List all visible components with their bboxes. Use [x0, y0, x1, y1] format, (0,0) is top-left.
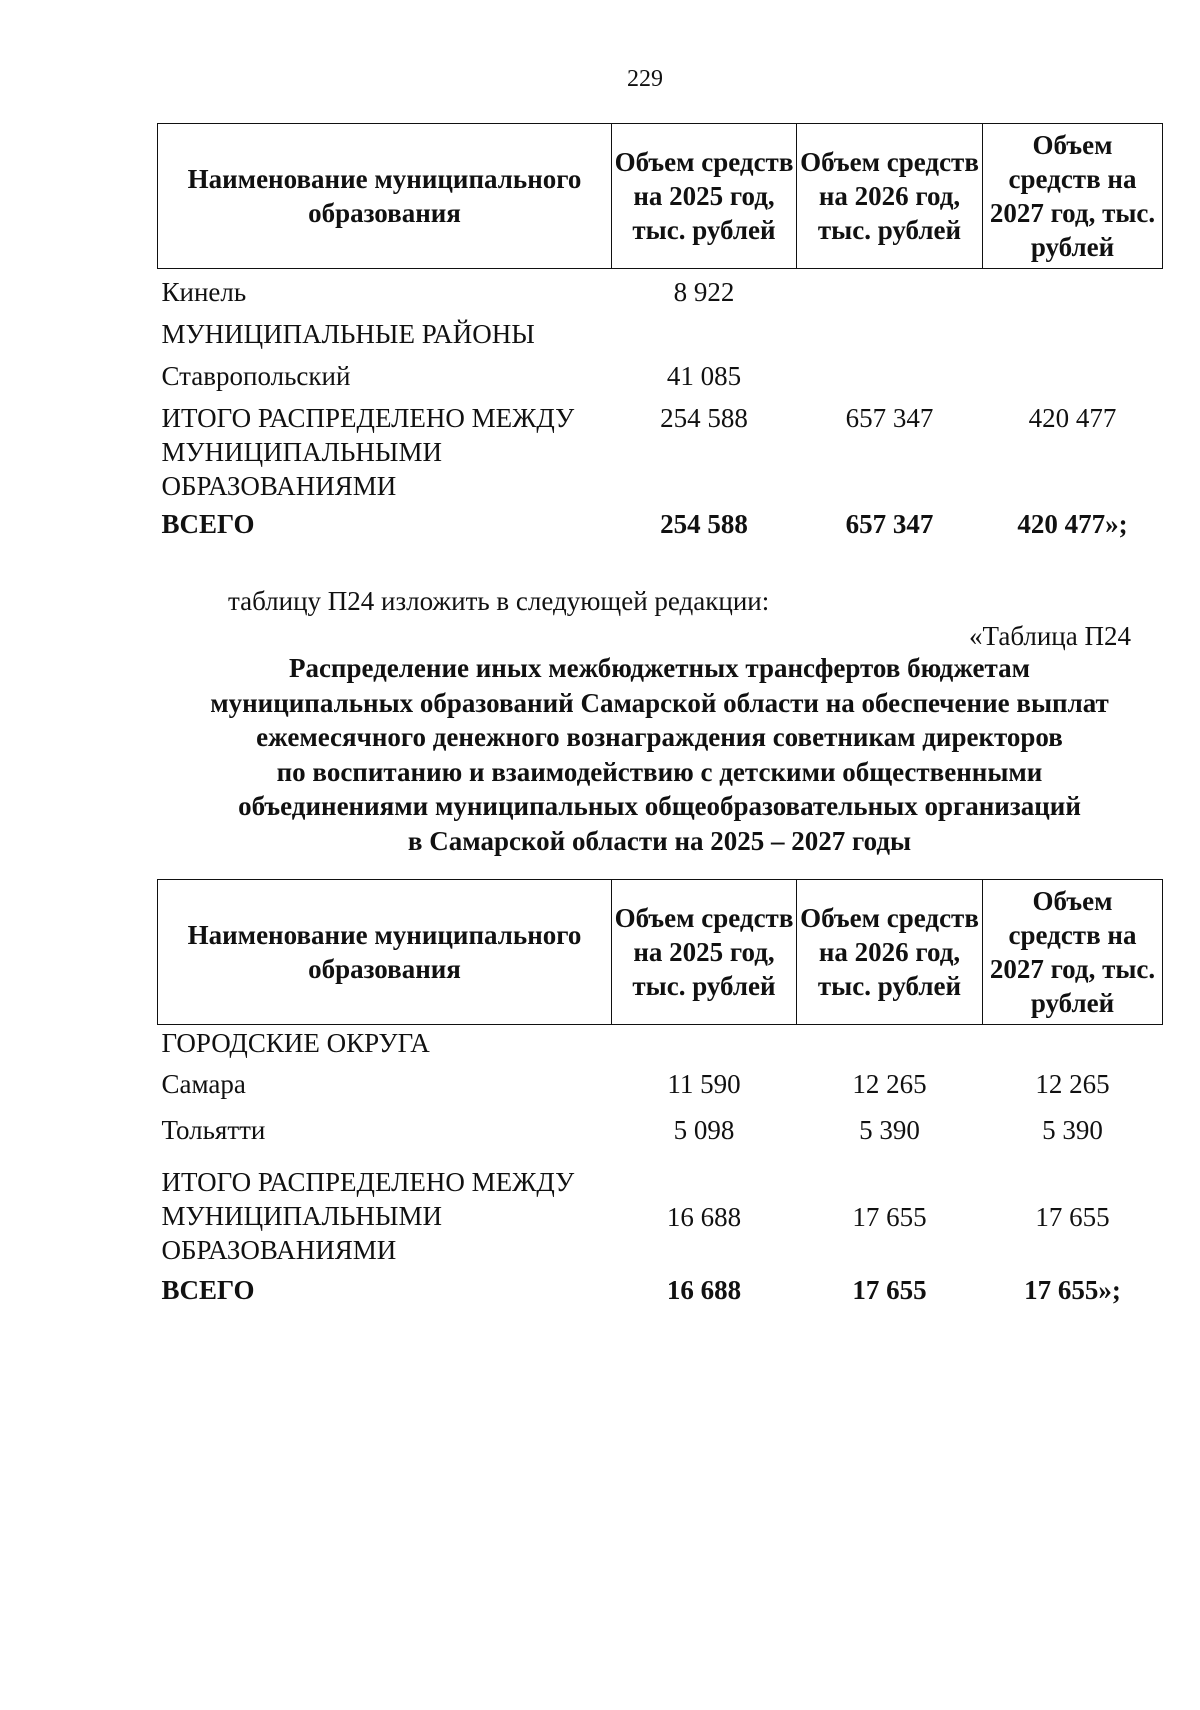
table-row — [158, 269, 1163, 314]
header-2027: Объем средств на 2027 год, тыс. рублей — [983, 880, 1163, 1025]
value-2027: 420 477 — [1028, 403, 1117, 433]
value-2026 — [797, 313, 983, 355]
value-2025 — [612, 1025, 797, 1065]
title-line: муниципальных образований Самарской области на обеспечение выплат — [210, 687, 1109, 718]
value-2027: 17 655 — [1035, 1202, 1110, 1232]
table-header-row — [158, 880, 1163, 1025]
budget-table-continued — [157, 123, 1163, 541]
value-2027 — [983, 355, 1163, 397]
value-2027 — [983, 1025, 1163, 1065]
municipality-name: Ставропольский — [161, 361, 351, 391]
value-2025: 254 588 — [660, 509, 748, 539]
value-2026 — [797, 269, 983, 314]
subtotal-label: ИТОГО РАСПРЕДЕЛЕНО МЕЖДУ МУНИЦИПАЛЬНЫМИ ОБРАЗОВАНИЯМИ — [161, 403, 575, 501]
value-2027: 420 477»; — [1017, 509, 1128, 539]
municipality-name: Кинель — [161, 277, 247, 307]
page-number: 229 — [627, 66, 663, 92]
title-line: объединениями муниципальных общеобразовательных организаций — [238, 791, 1081, 821]
table-row — [158, 313, 1163, 355]
value-2026: 17 655 — [852, 1202, 927, 1232]
table-row — [158, 1025, 1163, 1065]
value-2027: 17 655»; — [1024, 1275, 1121, 1305]
header-2025: Объем средств на 2025 год, тыс. рублей — [612, 124, 797, 269]
value-2026 — [797, 1025, 983, 1065]
value-2025: 41 085 — [666, 361, 742, 391]
value-2025: 8 922 — [673, 277, 735, 307]
value-2026: 12 265 — [852, 1069, 927, 1099]
header-2027: Объем средств на 2027 год, тыс. рублей — [983, 124, 1163, 269]
table-row — [158, 1109, 1163, 1157]
header-2026: Объем средств на 2026 год, тыс. рублей — [797, 124, 983, 269]
subtotal-row — [158, 1157, 1163, 1269]
municipality-name: Тольятти — [161, 1115, 266, 1145]
title-line: по воспитанию и взаимодействию с детскими общественными — [276, 756, 1043, 787]
section-heading: МУНИЦИПАЛЬНЫЕ РАЙОНЫ — [161, 319, 535, 349]
header-municipality: Наименование муниципального образования — [158, 124, 612, 269]
title-line: Распределение иных межбюджетных трансфертов бюджетам — [288, 653, 1031, 683]
value-2025: 16 688 — [666, 1275, 742, 1305]
value-2026: 657 347 — [845, 403, 934, 433]
table-row — [158, 355, 1163, 397]
header-2025: Объем средств на 2025 год, тыс. рублей — [612, 880, 797, 1025]
total-label: ВСЕГО — [161, 509, 255, 539]
total-label: ВСЕГО — [161, 1275, 255, 1305]
subtotal-label: ИТОГО РАСПРЕДЕЛЕНО МЕЖДУ МУНИЦИПАЛЬНЫМИ ОБРАЗОВАНИЯМИ — [161, 1167, 575, 1265]
value-2026 — [797, 355, 983, 397]
value-2025: 11 590 — [667, 1069, 741, 1099]
value-2025 — [612, 313, 797, 355]
value-2027: 12 265 — [1035, 1069, 1110, 1099]
title-line: в Самарской области на 2025 – 2027 годы — [407, 825, 912, 856]
value-2027 — [983, 269, 1163, 314]
municipality-name: Самара — [161, 1069, 246, 1099]
table-header-row — [158, 124, 1163, 269]
value-2025: 16 688 — [666, 1202, 742, 1232]
header-2026: Объем средств на 2026 год, тыс. рублей — [797, 880, 983, 1025]
budget-table-p24 — [157, 879, 1163, 1307]
value-2026: 5 390 — [859, 1115, 920, 1145]
value-2026: 17 655 — [852, 1275, 927, 1305]
value-2027 — [983, 313, 1163, 355]
value-2026: 657 347 — [845, 509, 934, 539]
section-heading: ГОРОДСКИЕ ОКРУГА — [161, 1028, 430, 1058]
amendment-instruction: таблицу П24 изложить в следующей редакции: — [228, 586, 770, 616]
value-2025: 5 098 — [673, 1115, 735, 1145]
table-title — [157, 651, 1162, 858]
title-line: ежемесячного денежного вознаграждения советникам директоров — [256, 722, 1063, 752]
total-row — [158, 503, 1163, 541]
table-row — [158, 1064, 1163, 1109]
value-2025: 254 588 — [660, 403, 748, 433]
subtotal-row — [158, 397, 1163, 503]
header-municipality: Наименование муниципального образования — [158, 880, 612, 1025]
table-label: «Таблица П24 — [969, 621, 1131, 651]
total-row — [158, 1269, 1163, 1307]
value-2027: 5 390 — [1042, 1115, 1103, 1145]
